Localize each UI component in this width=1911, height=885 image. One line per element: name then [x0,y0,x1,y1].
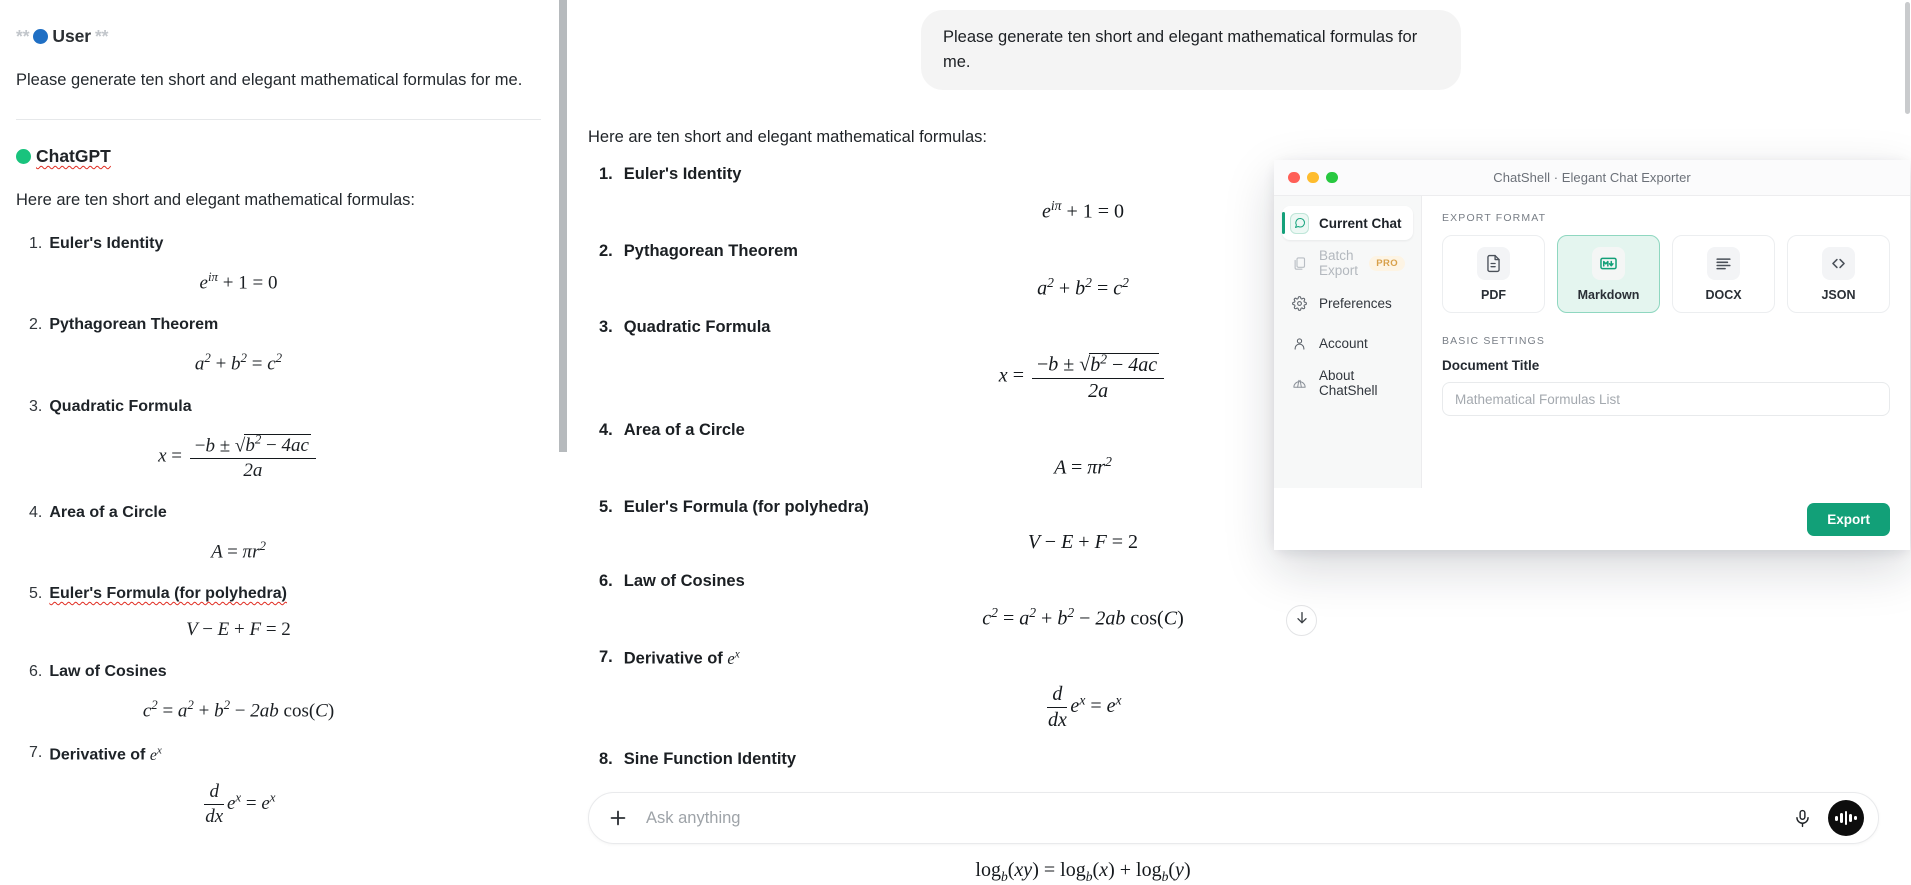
list-item-label: Derivative of $e^x$ [623,648,740,668]
scroll-to-bottom-button[interactable] [1286,605,1317,636]
list-item-number: 4. [29,503,43,521]
assistant-label: ChatGPT [36,145,111,166]
list-item-label: Area of a Circle [623,420,745,439]
sidebar-item-label: Account [1319,335,1368,351]
formula-circle-area: $A = \pi r^2$ [1054,453,1112,479]
sidebar-item-current-chat[interactable] [1282,206,1413,240]
format-option-markdown[interactable] [1557,235,1660,313]
formula-law-of-cosines: $c^2 = a^2 + b^2 - 2ab$ cos(C) [142,697,335,722]
assistant-intro-text: Here are ten short and elegant mathematical formulas: [16,190,415,209]
list-item [16,504,541,522]
export-format-label: EXPORT FORMAT [1442,212,1547,224]
list-item [16,316,541,334]
list-item-number: 5. [29,585,43,603]
list-item-number: 6. [599,571,613,590]
sidebar-item-account[interactable] [1282,326,1413,360]
pdf-document-icon [1477,247,1510,280]
chat-scrollbar-thumb[interactable] [1905,2,1910,114]
list-item [16,585,541,603]
dialog-main-content [1422,196,1910,488]
sidebar-item-label: Preferences [1319,295,1392,311]
basic-settings-label: BASIC SETTINGS [1442,335,1546,347]
gear-icon [1290,294,1309,313]
dialog-sidebar [1274,196,1422,488]
formula-circle-area: $A = \pi r^2$ [211,537,266,563]
markdown-asterisks-open: ** [16,26,30,46]
pro-badge: PRO [1369,256,1405,271]
document-title-input[interactable] [1442,382,1890,416]
formula-quadratic: x = $\frac{-b \pm √b^2 - 4ac}{2a}$ [588,351,1448,403]
format-option-label: PDF [1481,287,1506,302]
list-item-number: 3. [599,318,613,337]
list-item-label: Quadratic Formula [623,318,771,337]
list-item [588,750,1448,769]
formula-derivative-exp: $\frac{d}{dx}$ $e^x = e^x$ [205,780,276,827]
user-icon [1290,334,1309,353]
formula-pythagorean: $a^2 + b^2 = c^2$ [194,350,283,375]
formula-list [16,235,541,828]
ask-anything-input[interactable] [646,809,1789,828]
sidebar-item-preferences[interactable] [1282,286,1413,320]
user-message-bubble: Please generate ten short and elegant mathematical formulas for me. [921,10,1461,90]
list-item-number: 3. [29,397,43,415]
list-item-label: Pythagorean Theorem [49,316,219,334]
assistant-intro-text: Here are ten short and elegant mathematical formulas: [588,128,987,146]
copy-stack-icon [1290,254,1309,273]
dialog-footer [1274,488,1910,550]
sidebar-item-label: About ChatShell [1319,368,1378,398]
list-item-number: 7. [29,744,43,762]
list-item-label: Derivative of $e^x$ [49,744,162,764]
formula-log-identity: $\log_b(xy) = \log_b(x) + \log_b(y)$ [975,859,1191,885]
sidebar-item-label: Current Chat [1319,215,1402,231]
arrow-down-icon [1294,610,1310,631]
list-item-number: 2. [599,241,613,260]
chat-bubble-icon [1290,214,1309,233]
markdown-asterisks-close: ** [94,26,109,46]
list-item-number: 5. [599,497,613,516]
list-item-number: 1. [599,165,613,183]
voice-mode-button[interactable] [1828,800,1864,836]
formula-derivative-exp: $\frac{d}{dx}$ $e^x = e^x$ [1047,682,1122,731]
markdown-preview-panel [0,0,575,855]
list-item-number: 7. [599,648,613,667]
list-item-number: 4. [599,420,613,439]
text-lines-icon [1707,247,1740,280]
format-option-docx[interactable] [1672,235,1775,313]
formula-euler-polyhedra: V − E + F = 2 [1027,530,1139,553]
user-avatar-dot-icon [33,29,48,44]
format-option-label: JSON [1821,287,1856,302]
list-item [16,744,541,764]
list-item-label: Area of a Circle [49,503,167,521]
list-item-label: Euler's Formula (for polyhedra) [623,497,869,516]
list-item [588,648,1448,669]
user-message-text: Please generate ten short and elegant mathematical formulas for me. [16,71,523,89]
export-button[interactable]: Export [1807,503,1890,536]
format-option-pdf[interactable] [1442,235,1545,313]
markdown-icon [1592,247,1625,280]
info-shell-icon [1290,374,1309,393]
list-item-label: Law of Cosines [623,571,745,590]
list-item-number: 8. [599,749,613,768]
dialog-title: ChatShell · Elegant Chat Exporter [1493,170,1691,185]
list-item-label: Law of Cosines [49,663,167,681]
list-item-number: 6. [29,663,43,681]
divider [16,119,541,120]
plus-icon[interactable] [607,807,629,829]
list-item-number: 1. [29,234,43,252]
list-item [16,398,541,416]
formula-euler-identity: $e^{i\pi} + 1 = 0$ [199,268,278,294]
format-option-label: DOCX [1705,287,1742,302]
formula-quadratic: x = $\frac{-b \pm √b^2 - 4ac}{2a}$ [16,432,541,482]
format-option-label: Markdown [1577,287,1640,302]
formula-law-of-cosines: $c^2 = a^2 + b^2 - 2ab$ cos(C) [982,604,1184,630]
left-panel-scrollbar[interactable] [559,0,567,452]
sidebar-item-label: Batch Export [1319,248,1359,278]
dialog-titlebar[interactable] [1274,160,1910,196]
list-item-label: Quadratic Formula [49,397,192,415]
formula-pythagorean: $a^2 + b^2 = c^2$ [1037,274,1129,300]
list-item-label: Euler's Identity [49,234,164,252]
list-item-label: Euler's Formula (for polyhedra) [49,585,287,603]
list-item-number: 2. [29,316,43,334]
format-option-json[interactable] [1787,235,1890,313]
list-item [16,235,541,253]
sidebar-item-batch-export[interactable] [1282,246,1413,280]
assistant-avatar-dot-icon [16,149,31,164]
composer-area [579,779,1911,855]
dialog-body [1274,196,1910,488]
list-item-label: Euler's Identity [623,165,742,183]
assistant-header [16,146,541,167]
list-item-label: Pythagorean Theorem [623,241,798,260]
sidebar-item-about-chatshell[interactable] [1282,366,1413,400]
code-brackets-icon [1822,247,1855,280]
list-item [588,572,1448,591]
microphone-icon[interactable] [1789,805,1815,831]
export-format-options [1442,235,1890,313]
user-header [16,26,541,47]
formula-euler-polyhedra: V − E + F = 2 [186,619,291,641]
formula-euler-identity: $e^{i\pi} + 1 = 0$ [1041,198,1125,223]
message-composer[interactable] [588,792,1879,844]
basic-settings-section [1442,335,1890,416]
user-label: User [52,26,91,46]
list-item [16,663,541,681]
list-item-label: Sine Function Identity [623,749,797,768]
document-title-label: Document Title [1442,358,1540,373]
chatshell-dialog [1274,160,1910,550]
voice-waveform-icon [1835,811,1857,825]
